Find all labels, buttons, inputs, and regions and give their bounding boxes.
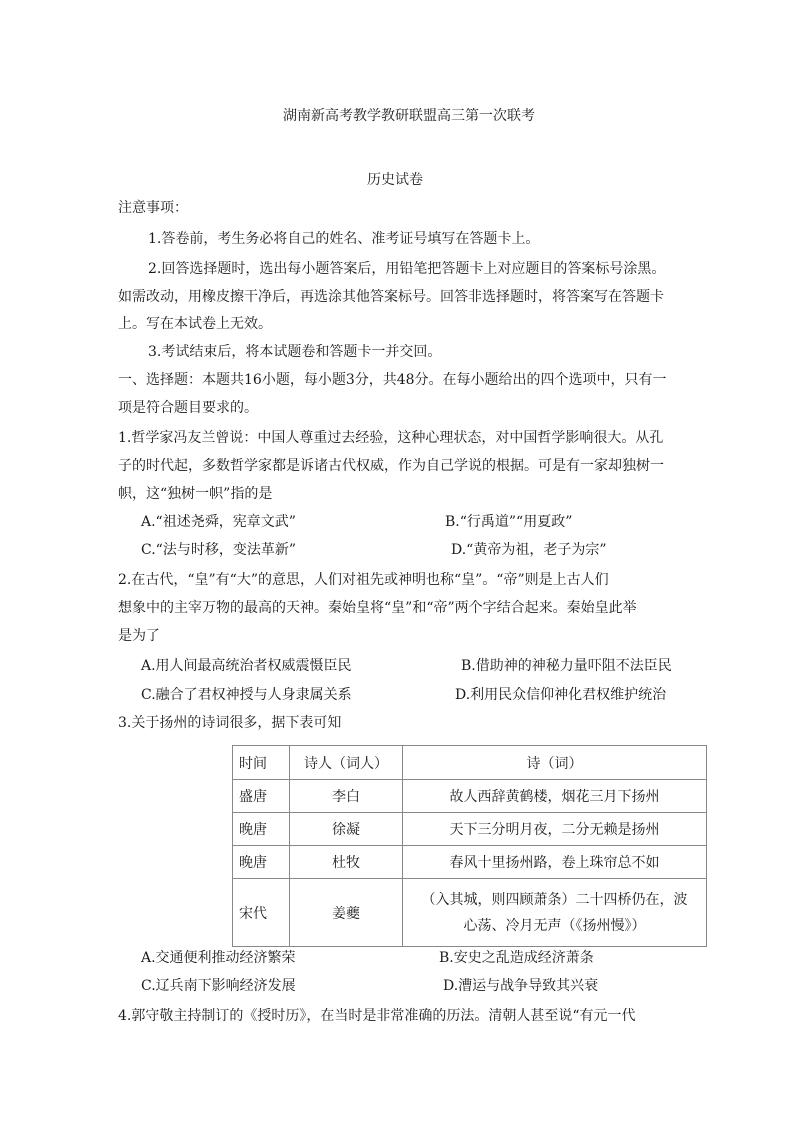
note-item-2-line1: 2.回答选择题时，选出每小题答案后，用铅笔把答题卡上对应题目的答案标号涂黑。 [148,261,666,277]
cell-poet: 杜牧 [290,846,403,879]
question-3-option-d: D.漕运与战争导致其兴衰 [443,978,599,994]
subject-title: 历史试卷 [367,172,423,188]
cell-poet: 姜夔 [290,879,403,947]
question-2-line2: 想象中的主宰万物的最高的天神。秦始皇将“皇”和“帝”两个字结合起来。秦始皇此举 [118,600,637,616]
table-row [233,846,707,879]
cell-time: 晚唐 [233,846,290,879]
question-1-option-b: B.“行禹道”“用夏政” [445,514,573,530]
question-2-line1: 2.在古代，“皇”有“大”的意思，人们对祖先或神明也称“皇”。“帝”则是上古人们 [118,572,609,588]
cell-time: 宋代 [233,879,290,947]
cell-poet: 李白 [290,780,403,813]
header-cell-time: 时间 [233,746,290,780]
cell-poem-line1: （入其城，则四顾萧条）二十四桥仍在，波 [421,891,688,908]
cell-poem: 天下三分明月夜，二分无赖是扬州 [403,813,707,846]
note-item-2-line3: 上。写在本试卷上无效。 [118,316,272,332]
note-item-2-line2: 如需改动，用橡皮擦干净后，再选涂其他答案标号。回答非选择题时，将答案写在答题卡 [118,289,664,305]
cell-poem-multiline [403,879,707,947]
note-item-1: 1.答卷前，考生务必将自己的姓名、准考证号填写在答题卡上。 [148,231,540,247]
table-row [233,813,707,846]
question-3-line1: 3.关于扬州的诗词很多，据下表可知 [118,715,342,731]
question-1-option-d: D.“黄帝为祖，老子为宗” [451,542,607,558]
cell-time: 盛唐 [233,780,290,813]
question-2-option-d: D.利用民众信仰神化君权维护统治 [455,687,667,703]
header-cell-poet: 诗人（词人） [290,746,403,780]
question-3-option-b: B.安史之乱造成经济萧条 [439,950,594,966]
table-header-row [233,746,707,780]
question-1-line3: 帜，这“独树一帜”指的是 [118,486,273,502]
question-2-option-c: C.融合了君权神授与人身隶属关系 [141,687,352,703]
cell-poem-line2: 心荡、冷月无声（《扬州慢》） [463,917,646,934]
question-3-option-a: A.交通便利推动经济繁荣 [141,950,296,966]
cell-poet: 徐凝 [290,813,403,846]
exam-title: 湖南新高考教学教研联盟高三第一次联考 [283,108,535,124]
cell-poem: 故人西辞黄鹤楼，烟花三月下扬州 [403,780,707,813]
note-item-3: 3.考试结束后，将本试题卷和答题卡一并交回。 [148,344,442,360]
question-4-line1: 4.郭守敬主持制订的《授时历》，在当时是非常准确的历法。清朝人甚至说“有元一代 [118,1008,636,1024]
question-1-option-a: A.“祖述尧舜，宪章文武” [141,514,296,530]
yangzhou-poems-table [232,745,707,947]
question-2-option-a: A.用人间最高统治者权威震慑臣民 [141,658,352,674]
header-cell-poem: 诗（词） [403,746,707,780]
question-2-line3: 是为了 [118,628,160,644]
cell-poem: 春风十里扬州路，卷上珠帘总不如 [403,846,707,879]
question-1-option-c: C.“法与时移，变法革新” [141,542,296,558]
cell-time: 晚唐 [233,813,290,846]
table-row [233,780,707,813]
section-1-instructions-line1: 一、选择题：本题共16小题，每小题3分，共48分。在每小题给出的四个选项中，只有一 [118,372,667,388]
notes-heading: 注意事项： [118,200,188,216]
table-row [233,879,707,947]
question-2-option-b: B.借助神的神秘力量吓阻不法臣民 [461,658,672,674]
section-1-instructions-line2: 项是符合题目要求的。 [118,400,258,416]
question-1-line2: 子的时代起，多数哲学家都是诉诸古代权威，作为自己学说的根据。可是有一家却独树一 [118,458,664,474]
question-1-line1: 1.哲学家冯友兰曾说：中国人尊重过去经验，这种心理状态，对中国哲学影响很大。从孔 [118,430,664,446]
question-3-option-c: C.辽兵南下影响经济发展 [141,978,296,994]
